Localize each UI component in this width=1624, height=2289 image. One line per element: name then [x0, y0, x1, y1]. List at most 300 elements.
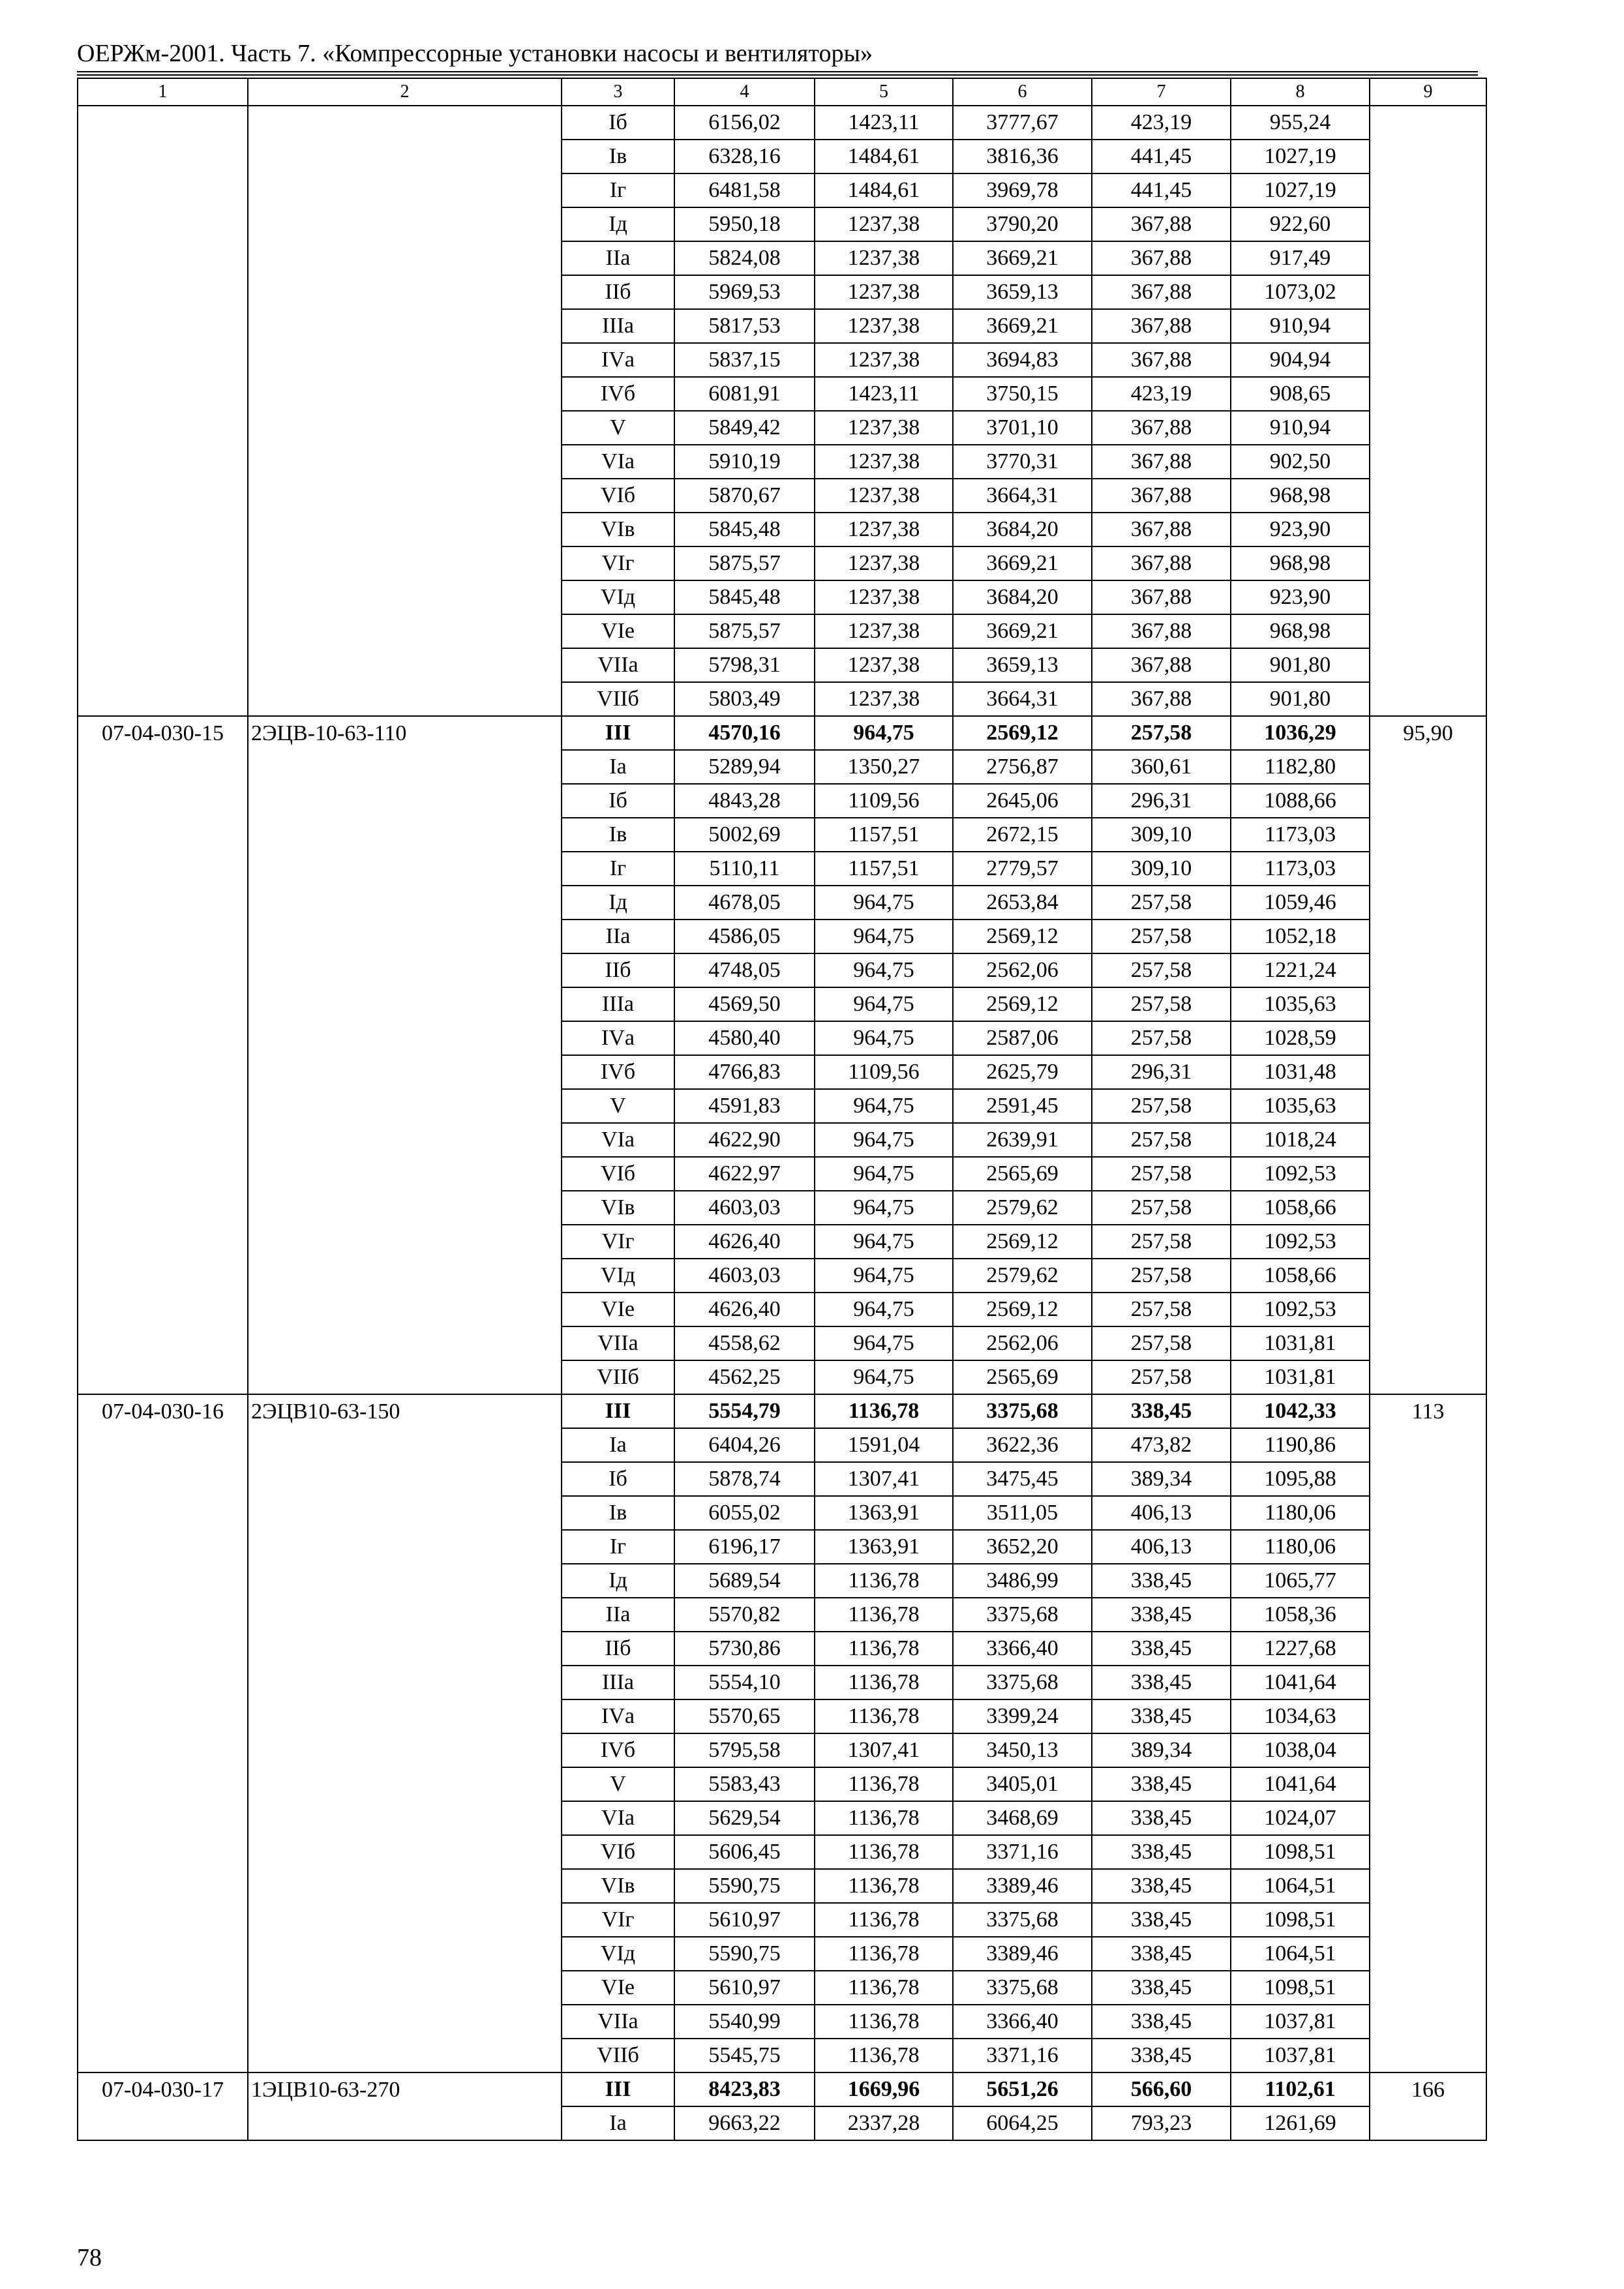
- value-cell: 1092,53: [1231, 1225, 1370, 1259]
- value-cell: 1058,66: [1231, 1259, 1370, 1293]
- value-cell: 964,75: [815, 1089, 953, 1123]
- value-cell: 1136,78: [815, 1632, 953, 1666]
- value-cell: 4603,03: [674, 1259, 815, 1293]
- value-cell: 1237,38: [815, 309, 953, 343]
- category-cell: IIа: [562, 920, 674, 953]
- value-cell: 1092,53: [1231, 1293, 1370, 1326]
- value-cell: 5002,69: [674, 818, 815, 852]
- category-cell: VIд: [562, 580, 674, 614]
- value-cell: 2569,12: [953, 987, 1092, 1021]
- category-cell: Iг: [562, 173, 674, 207]
- value-cell: 1363,91: [815, 1530, 953, 1564]
- value-cell: 360,61: [1092, 750, 1231, 784]
- value-cell: 367,88: [1092, 411, 1231, 445]
- value-cell: 9663,22: [674, 2106, 815, 2140]
- category-cell: Iа: [562, 1428, 674, 1462]
- category-cell: IIIа: [562, 1666, 674, 1699]
- column-number: 6: [953, 78, 1092, 106]
- value-cell: 3375,68: [953, 1394, 1092, 1428]
- value-cell: 1136,78: [815, 2005, 953, 2039]
- value-cell: 5651,26: [953, 2072, 1092, 2106]
- column-9-value: 113: [1370, 1394, 1486, 2072]
- value-cell: 5969,53: [674, 275, 815, 309]
- category-cell: VIв: [562, 1191, 674, 1225]
- value-cell: 964,75: [815, 1326, 953, 1360]
- value-cell: 1173,03: [1231, 852, 1370, 886]
- group-main-row: [78, 1394, 1486, 1428]
- category-cell: IVб: [562, 1055, 674, 1089]
- value-cell: 917,49: [1231, 241, 1370, 275]
- category-cell: VIIа: [562, 1326, 674, 1360]
- value-cell: 257,58: [1092, 886, 1231, 920]
- value-cell: 3694,83: [953, 343, 1092, 377]
- value-cell: 6404,26: [674, 1428, 815, 1462]
- category-cell: IIб: [562, 1632, 674, 1666]
- category-cell: VIIа: [562, 648, 674, 682]
- value-cell: 1136,78: [815, 1598, 953, 1632]
- value-cell: 5817,53: [674, 309, 815, 343]
- value-cell: 1136,78: [815, 2039, 953, 2072]
- value-cell: 3622,36: [953, 1428, 1092, 1462]
- value-cell: 3511,05: [953, 1496, 1092, 1530]
- column-number: 2: [248, 78, 562, 106]
- value-cell: 3366,40: [953, 1632, 1092, 1666]
- value-cell: 3375,68: [953, 1903, 1092, 1937]
- value-cell: 3701,10: [953, 411, 1092, 445]
- value-cell: 367,88: [1092, 207, 1231, 241]
- value-cell: 5875,57: [674, 546, 815, 580]
- category-cell: III: [562, 716, 674, 750]
- value-cell: 3371,16: [953, 1835, 1092, 1869]
- value-cell: 2337,28: [815, 2106, 953, 2140]
- category-cell: IVб: [562, 1733, 674, 1767]
- value-cell: 1035,63: [1231, 1089, 1370, 1123]
- value-cell: 1237,38: [815, 580, 953, 614]
- category-cell: VIIб: [562, 2039, 674, 2072]
- column-number: 7: [1092, 78, 1231, 106]
- value-cell: 2591,45: [953, 1089, 1092, 1123]
- value-cell: 2639,91: [953, 1123, 1092, 1157]
- value-cell: 1092,53: [1231, 1157, 1370, 1191]
- value-cell: 406,13: [1092, 1530, 1231, 1564]
- value-cell: 1237,38: [815, 411, 953, 445]
- value-cell: 5554,79: [674, 1394, 815, 1428]
- value-cell: 3389,46: [953, 1937, 1092, 1971]
- value-cell: 4766,83: [674, 1055, 815, 1089]
- value-cell: 5795,58: [674, 1733, 815, 1767]
- value-cell: 1073,02: [1231, 275, 1370, 309]
- value-cell: 3375,68: [953, 1971, 1092, 2005]
- category-cell: VIв: [562, 1869, 674, 1903]
- value-cell: 3475,45: [953, 1462, 1092, 1496]
- value-cell: 257,58: [1092, 1157, 1231, 1191]
- category-cell: V: [562, 1767, 674, 1801]
- value-cell: 5540,99: [674, 2005, 815, 2039]
- value-cell: 367,88: [1092, 546, 1231, 580]
- value-cell: 1237,38: [815, 343, 953, 377]
- value-cell: 257,58: [1092, 716, 1231, 750]
- value-cell: 257,58: [1092, 1293, 1231, 1326]
- value-cell: 4591,83: [674, 1089, 815, 1123]
- value-cell: 1423,11: [815, 377, 953, 411]
- table-row: [78, 106, 1486, 140]
- value-cell: 1098,51: [1231, 1971, 1370, 2005]
- value-cell: 338,45: [1092, 1394, 1231, 1428]
- value-cell: 5849,42: [674, 411, 815, 445]
- group-main-row: [78, 2072, 1486, 2106]
- category-cell: IIIа: [562, 987, 674, 1021]
- value-cell: 910,94: [1231, 309, 1370, 343]
- value-cell: 2569,12: [953, 1225, 1092, 1259]
- value-cell: 5583,43: [674, 1767, 815, 1801]
- value-cell: 296,31: [1092, 1055, 1231, 1089]
- value-cell: 923,90: [1231, 580, 1370, 614]
- value-cell: 2756,87: [953, 750, 1092, 784]
- value-cell: 6081,91: [674, 377, 815, 411]
- value-cell: 257,58: [1092, 1021, 1231, 1055]
- value-cell: 1136,78: [815, 1564, 953, 1598]
- value-cell: 338,45: [1092, 1564, 1231, 1598]
- value-cell: 5875,57: [674, 614, 815, 648]
- value-cell: 910,94: [1231, 411, 1370, 445]
- value-cell: 1237,38: [815, 546, 953, 580]
- category-cell: IVб: [562, 377, 674, 411]
- value-cell: 5110,11: [674, 852, 815, 886]
- column-number: 9: [1370, 78, 1486, 106]
- value-cell: 3486,99: [953, 1564, 1092, 1598]
- equipment-name: [248, 106, 562, 716]
- category-cell: IVа: [562, 343, 674, 377]
- value-cell: 1423,11: [815, 106, 953, 140]
- category-cell: V: [562, 1089, 674, 1123]
- value-cell: 902,50: [1231, 445, 1370, 479]
- value-cell: 901,80: [1231, 682, 1370, 716]
- value-cell: 3366,40: [953, 2005, 1092, 2039]
- value-cell: 5845,48: [674, 580, 815, 614]
- value-cell: 1109,56: [815, 1055, 953, 1089]
- value-cell: 1591,04: [815, 1428, 953, 1462]
- value-cell: 1102,61: [1231, 2072, 1370, 2106]
- value-cell: 338,45: [1092, 1971, 1231, 2005]
- value-cell: 367,88: [1092, 614, 1231, 648]
- value-cell: 423,19: [1092, 377, 1231, 411]
- value-cell: 3669,21: [953, 546, 1092, 580]
- category-cell: VIа: [562, 1123, 674, 1157]
- value-cell: 5610,97: [674, 1903, 815, 1937]
- norm-code: 07-04-030-17: [78, 2072, 248, 2140]
- value-cell: 964,75: [815, 953, 953, 987]
- value-cell: 1180,06: [1231, 1496, 1370, 1530]
- value-cell: 964,75: [815, 1360, 953, 1394]
- value-cell: 257,58: [1092, 1326, 1231, 1360]
- value-cell: 5870,67: [674, 479, 815, 513]
- value-cell: 3405,01: [953, 1767, 1092, 1801]
- header-rule-bottom: [77, 74, 1478, 76]
- value-cell: 1237,38: [815, 614, 953, 648]
- value-cell: 389,34: [1092, 1733, 1231, 1767]
- value-cell: 5845,48: [674, 513, 815, 546]
- column-number: 4: [674, 78, 815, 106]
- value-cell: 964,75: [815, 987, 953, 1021]
- value-cell: 1136,78: [815, 1903, 953, 1937]
- value-cell: 389,34: [1092, 1462, 1231, 1496]
- value-cell: 6156,02: [674, 106, 815, 140]
- value-cell: 4558,62: [674, 1326, 815, 1360]
- value-cell: 5837,15: [674, 343, 815, 377]
- category-cell: VIIа: [562, 2005, 674, 2039]
- value-cell: 1059,46: [1231, 886, 1370, 920]
- category-cell: VIе: [562, 1971, 674, 2005]
- value-cell: 423,19: [1092, 106, 1231, 140]
- value-cell: 3664,31: [953, 682, 1092, 716]
- value-cell: 923,90: [1231, 513, 1370, 546]
- category-cell: IIа: [562, 1598, 674, 1632]
- value-cell: 1307,41: [815, 1462, 953, 1496]
- value-cell: 5590,75: [674, 1869, 815, 1903]
- value-cell: 257,58: [1092, 920, 1231, 953]
- value-cell: 2625,79: [953, 1055, 1092, 1089]
- value-cell: 6328,16: [674, 140, 815, 173]
- value-cell: 257,58: [1092, 987, 1231, 1021]
- value-cell: 1031,81: [1231, 1326, 1370, 1360]
- value-cell: 4748,05: [674, 953, 815, 987]
- value-cell: 257,58: [1092, 1191, 1231, 1225]
- value-cell: 5730,86: [674, 1632, 815, 1666]
- value-cell: 367,88: [1092, 648, 1231, 682]
- column-9-value: 95,90: [1370, 716, 1486, 1394]
- value-cell: 964,75: [815, 1123, 953, 1157]
- category-cell: VIе: [562, 1293, 674, 1326]
- value-cell: 1136,78: [815, 1835, 953, 1869]
- value-cell: 257,58: [1092, 1123, 1231, 1157]
- category-cell: VIа: [562, 1801, 674, 1835]
- value-cell: 3659,13: [953, 648, 1092, 682]
- value-cell: 3389,46: [953, 1869, 1092, 1903]
- value-cell: 964,75: [815, 1157, 953, 1191]
- category-cell: IIб: [562, 953, 674, 987]
- category-cell: VIб: [562, 479, 674, 513]
- value-cell: 5910,19: [674, 445, 815, 479]
- value-cell: 5798,31: [674, 648, 815, 682]
- value-cell: 1058,36: [1231, 1598, 1370, 1632]
- category-cell: VIв: [562, 513, 674, 546]
- value-cell: 1136,78: [815, 1937, 953, 1971]
- value-cell: 3684,20: [953, 580, 1092, 614]
- value-cell: 1042,33: [1231, 1394, 1370, 1428]
- category-cell: Iд: [562, 207, 674, 241]
- value-cell: 5570,82: [674, 1598, 815, 1632]
- value-cell: 964,75: [815, 1259, 953, 1293]
- value-cell: 2569,12: [953, 920, 1092, 953]
- value-cell: 1035,63: [1231, 987, 1370, 1021]
- value-cell: 338,45: [1092, 2005, 1231, 2039]
- value-cell: 1064,51: [1231, 1869, 1370, 1903]
- value-cell: 1180,06: [1231, 1530, 1370, 1564]
- value-cell: 2565,69: [953, 1157, 1092, 1191]
- category-cell: VIг: [562, 546, 674, 580]
- value-cell: 5610,97: [674, 1971, 815, 2005]
- category-cell: VIа: [562, 445, 674, 479]
- value-cell: 296,31: [1092, 784, 1231, 818]
- value-cell: 1098,51: [1231, 1903, 1370, 1937]
- category-cell: VIг: [562, 1903, 674, 1937]
- category-cell: IVа: [562, 1021, 674, 1055]
- value-cell: 3669,21: [953, 614, 1092, 648]
- value-cell: 964,75: [815, 1225, 953, 1259]
- value-cell: 257,58: [1092, 1089, 1231, 1123]
- value-cell: 1307,41: [815, 1733, 953, 1767]
- value-cell: 406,13: [1092, 1496, 1231, 1530]
- value-cell: 338,45: [1092, 2039, 1231, 2072]
- value-cell: 257,58: [1092, 953, 1231, 987]
- value-cell: 1065,77: [1231, 1564, 1370, 1598]
- value-cell: 5824,08: [674, 241, 815, 275]
- category-cell: VIе: [562, 614, 674, 648]
- value-cell: 1037,81: [1231, 2005, 1370, 2039]
- value-cell: 1237,38: [815, 207, 953, 241]
- category-cell: Iд: [562, 886, 674, 920]
- column-number: 8: [1231, 78, 1370, 106]
- value-cell: 6481,58: [674, 173, 815, 207]
- value-cell: 1237,38: [815, 275, 953, 309]
- value-cell: 1190,86: [1231, 1428, 1370, 1462]
- value-cell: 3777,67: [953, 106, 1092, 140]
- value-cell: 3664,31: [953, 479, 1092, 513]
- value-cell: 5606,45: [674, 1835, 815, 1869]
- norms-table: [77, 78, 1487, 2141]
- value-cell: 3669,21: [953, 241, 1092, 275]
- value-cell: 367,88: [1092, 580, 1231, 614]
- equipment-name: 2ЭЦВ-10-63-110: [248, 716, 562, 1394]
- value-cell: 1157,51: [815, 852, 953, 886]
- value-cell: 367,88: [1092, 682, 1231, 716]
- category-cell: IIа: [562, 241, 674, 275]
- category-cell: III: [562, 1394, 674, 1428]
- value-cell: 964,75: [815, 1191, 953, 1225]
- value-cell: 5590,75: [674, 1937, 815, 1971]
- category-cell: Iд: [562, 1564, 674, 1598]
- value-cell: 1088,66: [1231, 784, 1370, 818]
- value-cell: 3652,20: [953, 1530, 1092, 1564]
- value-cell: 968,98: [1231, 479, 1370, 513]
- value-cell: 1027,19: [1231, 173, 1370, 207]
- value-cell: 338,45: [1092, 1903, 1231, 1937]
- value-cell: 5629,54: [674, 1801, 815, 1835]
- norms-table-body: [78, 78, 1486, 2140]
- value-cell: 1136,78: [815, 1801, 953, 1835]
- page-number: 78: [77, 2244, 102, 2271]
- value-cell: 367,88: [1092, 275, 1231, 309]
- category-cell: Iг: [562, 1530, 674, 1564]
- category-cell: VIб: [562, 1157, 674, 1191]
- column-number: 1: [78, 78, 248, 106]
- page-header-title: ОЕРЖм-2001. Часть 7. «Компрессорные установки насосы и вентиляторы»: [77, 40, 873, 67]
- value-cell: 1484,61: [815, 140, 953, 173]
- value-cell: 1669,96: [815, 2072, 953, 2106]
- value-cell: 4562,25: [674, 1360, 815, 1394]
- value-cell: 441,45: [1092, 140, 1231, 173]
- value-cell: 3816,36: [953, 140, 1092, 173]
- value-cell: 1034,63: [1231, 1699, 1370, 1733]
- category-cell: VIб: [562, 1835, 674, 1869]
- value-cell: 367,88: [1092, 479, 1231, 513]
- value-cell: 4586,05: [674, 920, 815, 953]
- value-cell: 1038,04: [1231, 1733, 1370, 1767]
- value-cell: 1136,78: [815, 1699, 953, 1733]
- value-cell: 1098,51: [1231, 1835, 1370, 1869]
- value-cell: 309,10: [1092, 818, 1231, 852]
- value-cell: 338,45: [1092, 1869, 1231, 1903]
- value-cell: 1028,59: [1231, 1021, 1370, 1055]
- value-cell: 367,88: [1092, 445, 1231, 479]
- value-cell: 1037,81: [1231, 2039, 1370, 2072]
- value-cell: 1058,66: [1231, 1191, 1370, 1225]
- value-cell: 4626,40: [674, 1225, 815, 1259]
- value-cell: 2653,84: [953, 886, 1092, 920]
- value-cell: 473,82: [1092, 1428, 1231, 1462]
- column-number-row: [78, 78, 1486, 106]
- value-cell: 4843,28: [674, 784, 815, 818]
- value-cell: 1237,38: [815, 648, 953, 682]
- value-cell: 338,45: [1092, 1835, 1231, 1869]
- category-cell: V: [562, 411, 674, 445]
- value-cell: 3659,13: [953, 275, 1092, 309]
- value-cell: 309,10: [1092, 852, 1231, 886]
- category-cell: VIд: [562, 1937, 674, 1971]
- equipment-name: 1ЭЦВ10-63-270: [248, 2072, 562, 2140]
- norm-code: [78, 106, 248, 716]
- value-cell: 6055,02: [674, 1496, 815, 1530]
- category-cell: Iв: [562, 140, 674, 173]
- value-cell: 1031,48: [1231, 1055, 1370, 1089]
- value-cell: 4570,16: [674, 716, 815, 750]
- value-cell: 968,98: [1231, 546, 1370, 580]
- value-cell: 2587,06: [953, 1021, 1092, 1055]
- value-cell: 2562,06: [953, 1326, 1092, 1360]
- value-cell: 1109,56: [815, 784, 953, 818]
- value-cell: 257,58: [1092, 1225, 1231, 1259]
- value-cell: 1363,91: [815, 1496, 953, 1530]
- category-cell: IIб: [562, 275, 674, 309]
- value-cell: 2569,12: [953, 716, 1092, 750]
- value-cell: 5803,49: [674, 682, 815, 716]
- value-cell: 338,45: [1092, 1632, 1231, 1666]
- value-cell: 964,75: [815, 1021, 953, 1055]
- value-cell: 1237,38: [815, 513, 953, 546]
- value-cell: 3375,68: [953, 1598, 1092, 1632]
- value-cell: 3790,20: [953, 207, 1092, 241]
- value-cell: 1237,38: [815, 445, 953, 479]
- value-cell: 1027,19: [1231, 140, 1370, 173]
- value-cell: 8423,83: [674, 2072, 815, 2106]
- value-cell: 1031,81: [1231, 1360, 1370, 1394]
- value-cell: 2579,62: [953, 1191, 1092, 1225]
- value-cell: 3450,13: [953, 1733, 1092, 1767]
- value-cell: 908,65: [1231, 377, 1370, 411]
- value-cell: 1484,61: [815, 173, 953, 207]
- value-cell: 1052,18: [1231, 920, 1370, 953]
- value-cell: 1173,03: [1231, 818, 1370, 852]
- column-9-value: [1370, 106, 1486, 716]
- value-cell: 2645,06: [953, 784, 1092, 818]
- value-cell: 904,94: [1231, 343, 1370, 377]
- category-cell: VIг: [562, 1225, 674, 1259]
- value-cell: 955,24: [1231, 106, 1370, 140]
- value-cell: 1064,51: [1231, 1937, 1370, 1971]
- category-cell: Iб: [562, 106, 674, 140]
- value-cell: 338,45: [1092, 1937, 1231, 1971]
- value-cell: 4580,40: [674, 1021, 815, 1055]
